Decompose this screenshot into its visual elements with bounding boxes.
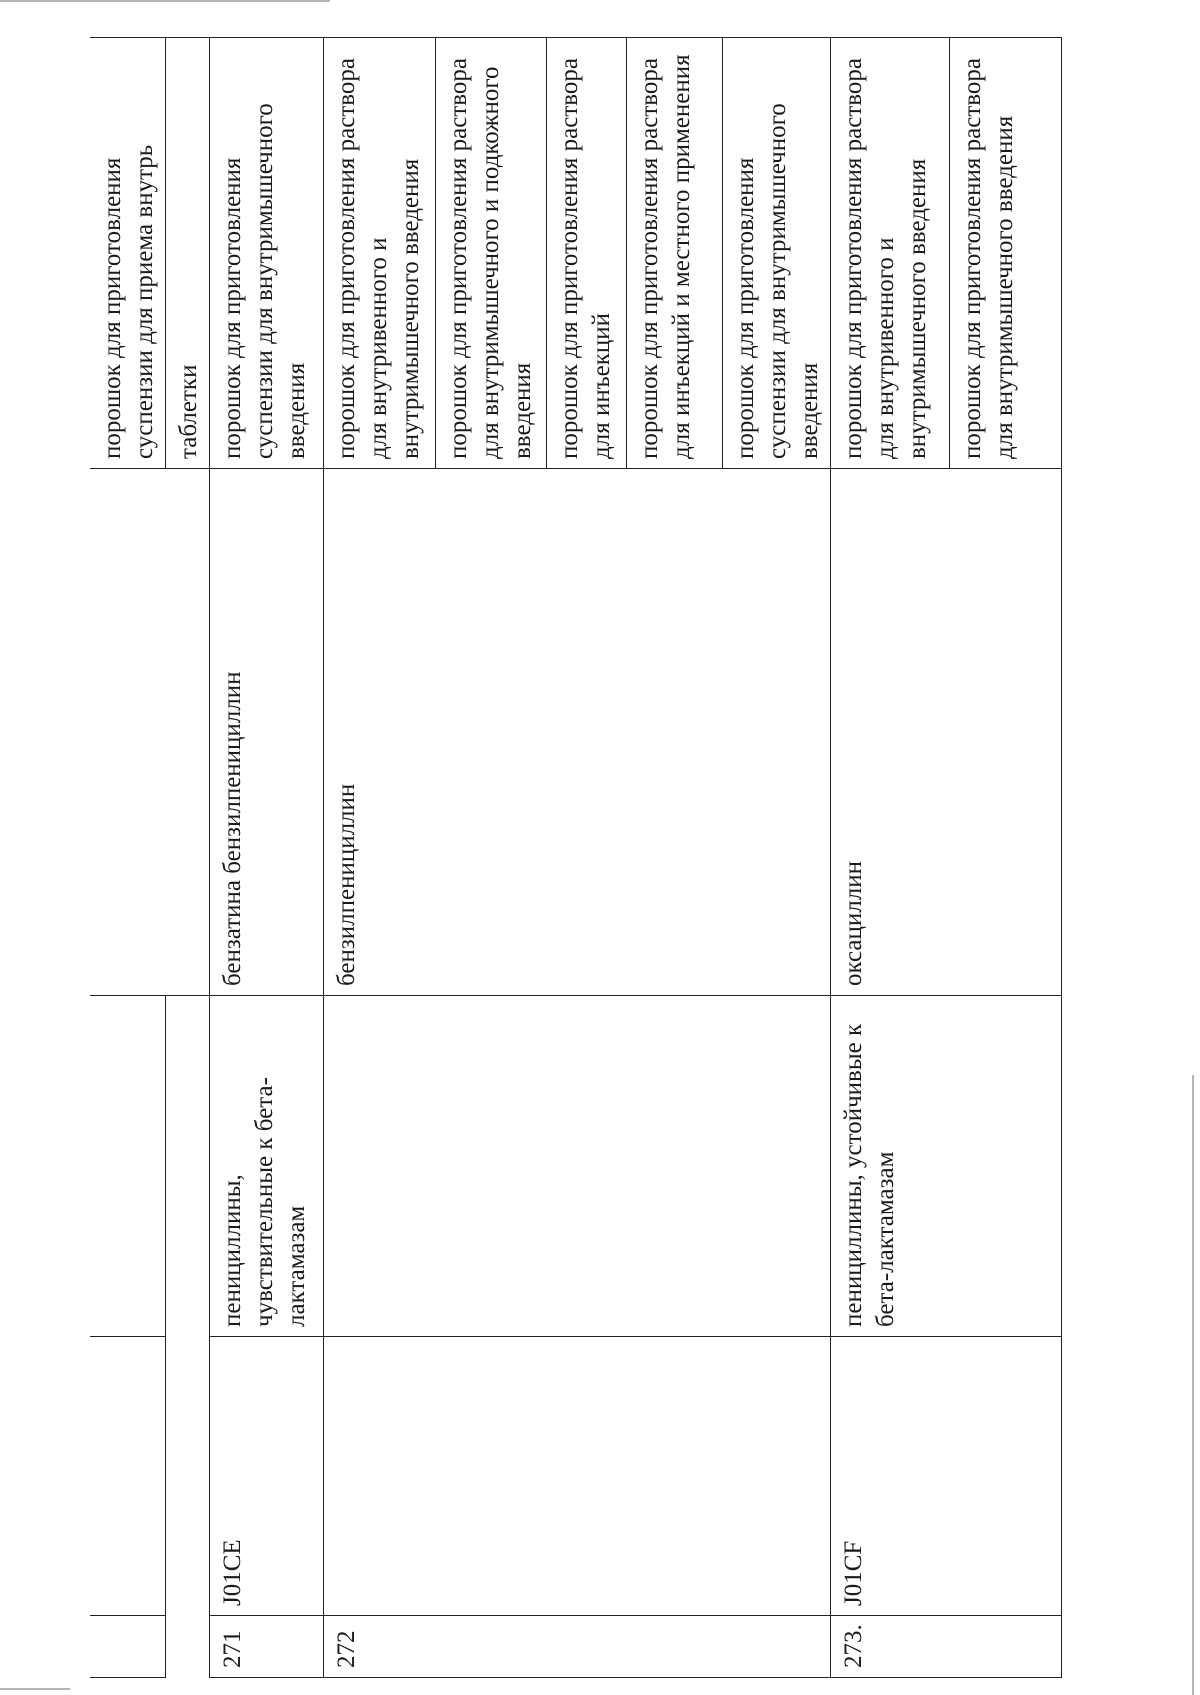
cell-code: J01CE <box>210 1337 324 1616</box>
cell-form: порошок для приготовления раствора для внутривенного и внутримышечного введения <box>324 38 436 469</box>
cell-inn-continued <box>90 469 210 996</box>
rotated-page <box>90 38 1060 1678</box>
cell-empty <box>166 1337 210 1616</box>
cell-inn: оксациллин <box>831 469 1062 996</box>
cell-form: порошок для приготовления суспензии для внутримышечного введения <box>723 38 831 469</box>
cell-code-continued <box>90 1337 166 1616</box>
cell-group: пенициллины, чувствительные к бета-лактамазам <box>210 996 324 1337</box>
cell-group <box>324 996 831 1337</box>
cell-form: порошок для приготовления раствора для внутримышечного введения <box>950 38 1062 469</box>
cell-form: порошок для приготовления раствора для внутримышечного и подкожного введения <box>436 38 547 469</box>
cell-form: порошок для приготовления раствора для инъекций <box>547 38 627 469</box>
scan-edge-top <box>0 0 330 2</box>
cell-num: 271 <box>210 1616 324 1678</box>
cell-num: 273. <box>831 1616 1062 1678</box>
cell-form: порошок для приготовления суспензии для приема внутрь <box>90 38 166 469</box>
table-row <box>831 38 950 1678</box>
cell-num-continued <box>90 1616 166 1678</box>
cell-group-continued <box>90 996 166 1337</box>
cell-form: порошок для приготовления раствора для инъекций и местного применения <box>627 38 723 469</box>
scan-edge-bottom <box>0 1688 70 1690</box>
cell-group: пенициллины, устойчивые к бета-лактамазам <box>831 996 1062 1337</box>
cell-code: J01CF <box>831 1337 1062 1616</box>
cell-form: порошок для приготовления суспензии для внутримышечного введения <box>210 38 324 469</box>
cell-empty <box>166 996 210 1337</box>
scan-edge-right <box>1192 1075 1194 1695</box>
table-row <box>324 38 436 1678</box>
table-row-continued <box>90 38 166 1678</box>
cell-code <box>324 1337 831 1616</box>
cell-form: порошок для приготовления раствора для внутривенного и внутримышечного введения <box>831 38 950 469</box>
drug-list-table <box>90 37 1062 1678</box>
cell-form: таблетки <box>166 38 210 469</box>
cell-inn: бензатина бензилпенициллин <box>210 469 324 996</box>
cell-empty <box>166 1616 210 1678</box>
cell-inn: бензилпенициллин <box>324 469 831 996</box>
table-row <box>210 38 324 1678</box>
cell-num: 272 <box>324 1616 831 1678</box>
